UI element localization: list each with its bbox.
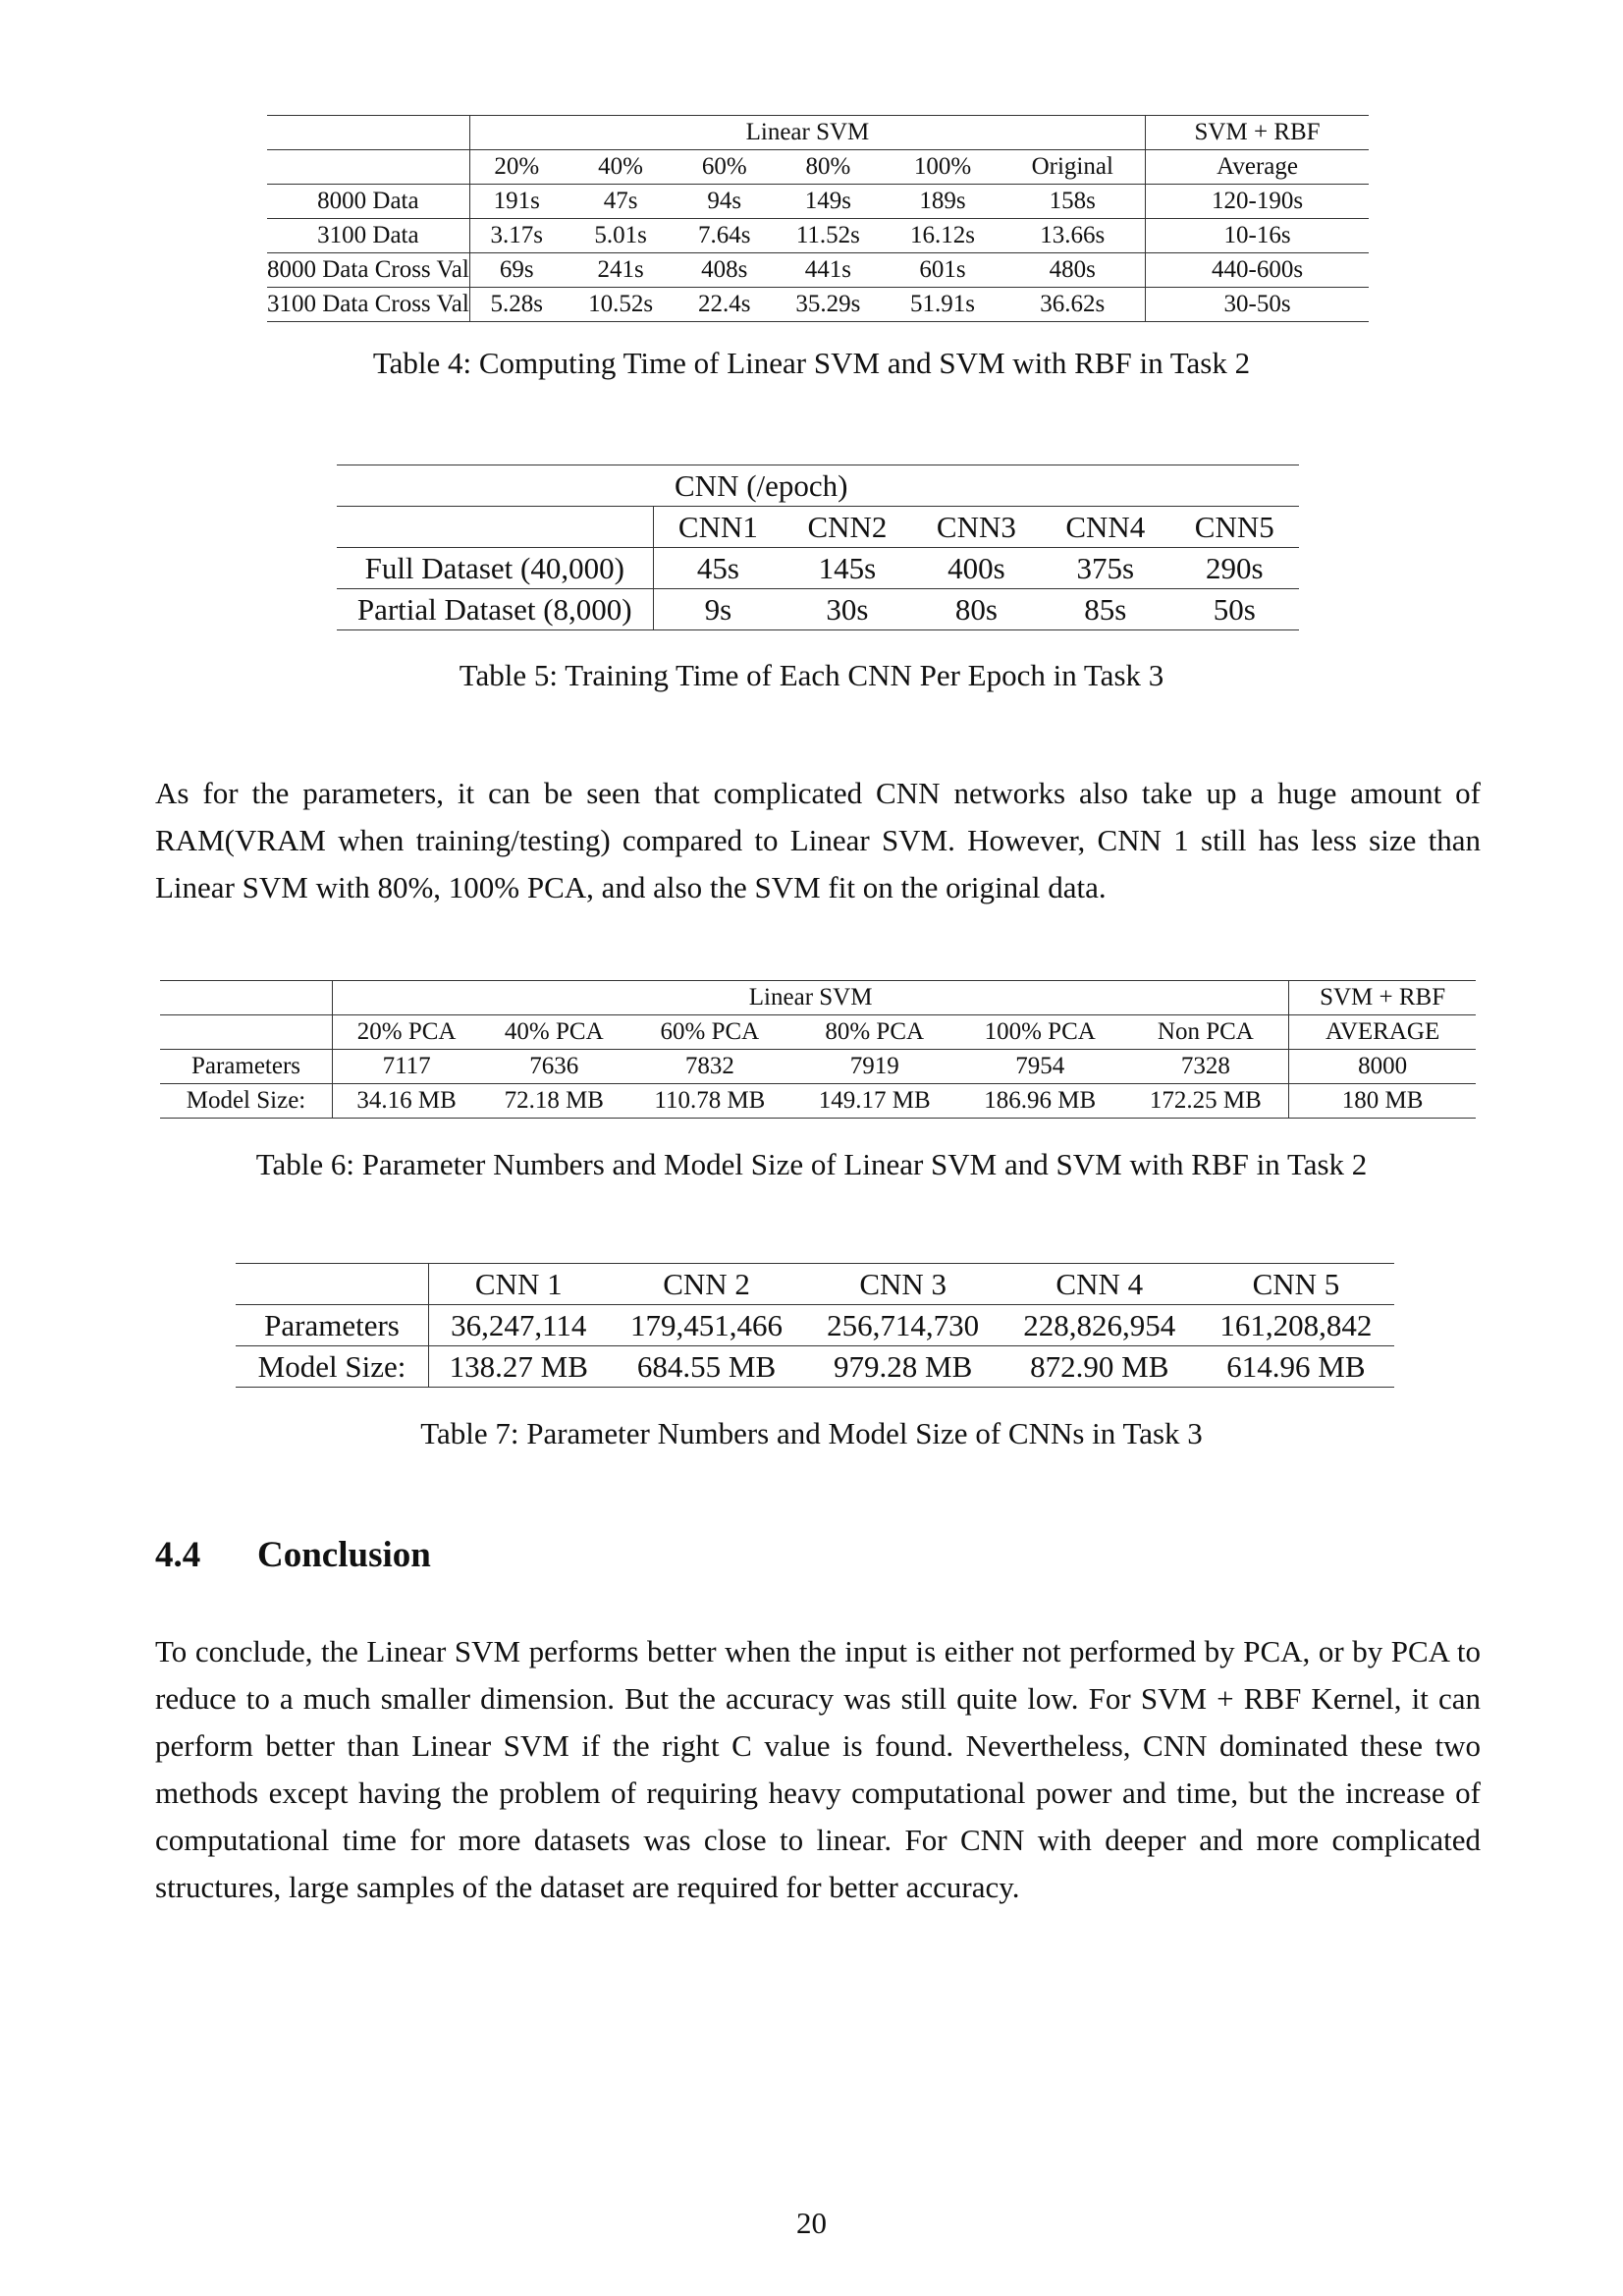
column-header: 100% [886,150,1001,185]
table-cell: 7328 [1122,1050,1288,1084]
table-row [267,185,1369,219]
body-paragraph-parameters: As for the parameters, it can be seen that complicated CNN networks also take up a huge amount of RAM(VRAM when training/testing) compared to Linear SVM. However, CNN 1 still has less size than Linear SVM with 80%, 100% PCA, and also the SVM fit on the original data. [155,776,1481,904]
table-row [337,548,1299,589]
table-cell: 180 MB [1289,1084,1476,1119]
table-cell: 138.27 MB [429,1346,609,1388]
table-cell: 47s [564,185,678,219]
table-cell-empty [267,116,469,150]
table-cell: 172.25 MB [1122,1084,1288,1119]
table-cell: 400s [912,548,1041,589]
column-header: 80% [771,150,886,185]
table-cell: 7.64s [677,219,771,253]
table-row [236,1305,1394,1346]
table-cell-empty [236,1264,429,1305]
column-header: 40% [564,150,678,185]
section-heading [155,1534,431,1576]
table-cell: 228,826,954 [1001,1305,1198,1346]
table-6-svm-parameters [160,980,1476,1119]
table-row [267,253,1369,288]
group-header-svm-rbf: SVM + RBF [1146,116,1369,150]
table-cell-empty [337,465,653,507]
row-label: Model Size: [160,1084,333,1119]
table-7-cnn-parameters [236,1263,1394,1388]
table-cell: 34.16 MB [333,1084,481,1119]
column-header: CNN3 [912,507,1041,548]
column-header: CNN5 [1170,507,1299,548]
table-cell: 36,247,114 [429,1305,609,1346]
table-cell: 9s [653,589,783,630]
column-header: 80% PCA [791,1015,957,1050]
row-label: 3100 Data Cross Val [267,288,469,322]
table-4-computing-time [267,115,1369,322]
table-cell: 161,208,842 [1198,1305,1394,1346]
table-cell: 72.18 MB [480,1084,627,1119]
table-cell-empty [337,507,653,548]
table-cell: 22.4s [677,288,771,322]
table-cell: 256,714,730 [805,1305,1001,1346]
page-number: 20 [796,2206,827,2240]
table-cell: 241s [564,253,678,288]
table-cell: 872.90 MB [1001,1346,1198,1388]
group-header-svm-rbf: SVM + RBF [1289,981,1476,1015]
table-cell: 3.17s [469,219,563,253]
table-cell: 7832 [627,1050,791,1084]
table-cell: 5.01s [564,219,678,253]
row-label: Model Size: [236,1346,429,1388]
table-5-cnn-training-time [337,465,1299,630]
table-cell: 191s [469,185,563,219]
table-cell: 16.12s [886,219,1001,253]
column-header: Non PCA [1122,1015,1288,1050]
table-cell: 13.66s [1000,219,1145,253]
column-header: CNN 3 [805,1264,1001,1305]
row-label: 3100 Data [267,219,469,253]
table-cell: 5.28s [469,288,563,322]
table-cell: 10-16s [1146,219,1369,253]
column-header: CNN 2 [609,1264,805,1305]
table-cell: 7636 [480,1050,627,1084]
table-cell: 601s [886,253,1001,288]
column-header: CNN 4 [1001,1264,1198,1305]
column-header: CNN2 [783,507,911,548]
row-label: 8000 Data [267,185,469,219]
table-cell: 35.29s [771,288,886,322]
table-cell: 979.28 MB [805,1346,1001,1388]
table-row [337,589,1299,630]
row-label: Parameters [236,1305,429,1346]
column-header: CNN 5 [1198,1264,1394,1305]
table-7-caption: Table 7: Parameter Numbers and Model Size of CNNs in Task 3 [420,1416,1203,1450]
table-cell: 7117 [333,1050,481,1084]
column-header: 100% PCA [957,1015,1123,1050]
table-row [160,1050,1476,1084]
table-cell: 684.55 MB [609,1346,805,1388]
table-cell: 51.91s [886,288,1001,322]
table-cell: 10.52s [564,288,678,322]
table-cell: 30-50s [1146,288,1369,322]
table-cell: 440-600s [1146,253,1369,288]
column-header: Average [1146,150,1369,185]
column-header: 20% PCA [333,1015,481,1050]
table-row [236,1346,1394,1388]
column-header: 20% [469,150,563,185]
section-title: Conclusion [257,1535,431,1575]
table-cell: 80s [912,589,1041,630]
table-cell: 7919 [791,1050,957,1084]
table-6-caption: Table 6: Parameter Numbers and Model Size of Linear SVM and SVM with RBF in Task 2 [255,1147,1368,1181]
column-header: 60% PCA [627,1015,791,1050]
table-cell: 158s [1000,185,1145,219]
table-cell: 145s [783,548,911,589]
section-number: 4.4 [155,1535,201,1575]
table-cell: 7954 [957,1050,1123,1084]
column-header: CNN 1 [429,1264,609,1305]
table-cell: 441s [771,253,886,288]
table-cell: 8000 [1289,1050,1476,1084]
table-row [267,288,1369,322]
row-label: Partial Dataset (8,000) [337,589,653,630]
conclusion-paragraph: To conclude, the Linear SVM performs better when the input is either not performed by PCA, or by PCA to reduce to a much smaller dimension. But the accuracy was still quite low. For SVM + RBF Kernel, it can perform better than Linear SVM if the right C value is found. Nevertheless, CNN dominated these two methods except having the problem of requiring heavy computational power and time, but the increase of computational time for more datasets was close to linear. For CNN with deeper and more complicated structures, large samples of the dataset are required for better accuracy. [155,1634,1481,1904]
table-cell: 179,451,466 [609,1305,805,1346]
group-header-linear-svm: Linear SVM [469,116,1145,150]
table-cell: 45s [653,548,783,589]
table-cell: 375s [1041,548,1169,589]
table-cell: 480s [1000,253,1145,288]
column-header: 40% PCA [480,1015,627,1050]
table-cell: 408s [677,253,771,288]
table-cell: 11.52s [771,219,886,253]
table-cell: 120-190s [1146,185,1369,219]
table-cell: 290s [1170,548,1299,589]
column-header: AVERAGE [1289,1015,1476,1050]
column-header: 60% [677,150,771,185]
table-cell: 186.96 MB [957,1084,1123,1119]
group-header-linear-svm: Linear SVM [333,981,1289,1015]
table-cell: 149s [771,185,886,219]
table-row [160,1084,1476,1119]
row-label: Full Dataset (40,000) [337,548,653,589]
table-cell-empty [160,1015,333,1050]
table-cell: 614.96 MB [1198,1346,1394,1388]
column-header: Original [1000,150,1145,185]
table-cell: 36.62s [1000,288,1145,322]
table-cell: 110.78 MB [627,1084,791,1119]
row-label: Parameters [160,1050,333,1084]
row-label: 8000 Data Cross Val [267,253,469,288]
table-5-caption: Table 5: Training Time of Each CNN Per Epoch in Task 3 [459,658,1164,692]
column-header: CNN1 [653,507,783,548]
table-row [267,219,1369,253]
table-4-caption: Table 4: Computing Time of Linear SVM and SVM with RBF in Task 2 [372,346,1251,380]
table-cell: 30s [783,589,911,630]
table-cell-empty [267,150,469,185]
table-cell-empty [160,981,333,1015]
table-cell: 50s [1170,589,1299,630]
column-header: CNN4 [1041,507,1169,548]
table-cell: 85s [1041,589,1169,630]
table-cell: 94s [677,185,771,219]
table-cell: 149.17 MB [791,1084,957,1119]
table-cell: 69s [469,253,563,288]
table-cell: 189s [886,185,1001,219]
group-header-cnn-epoch: CNN (/epoch) [653,465,1299,507]
